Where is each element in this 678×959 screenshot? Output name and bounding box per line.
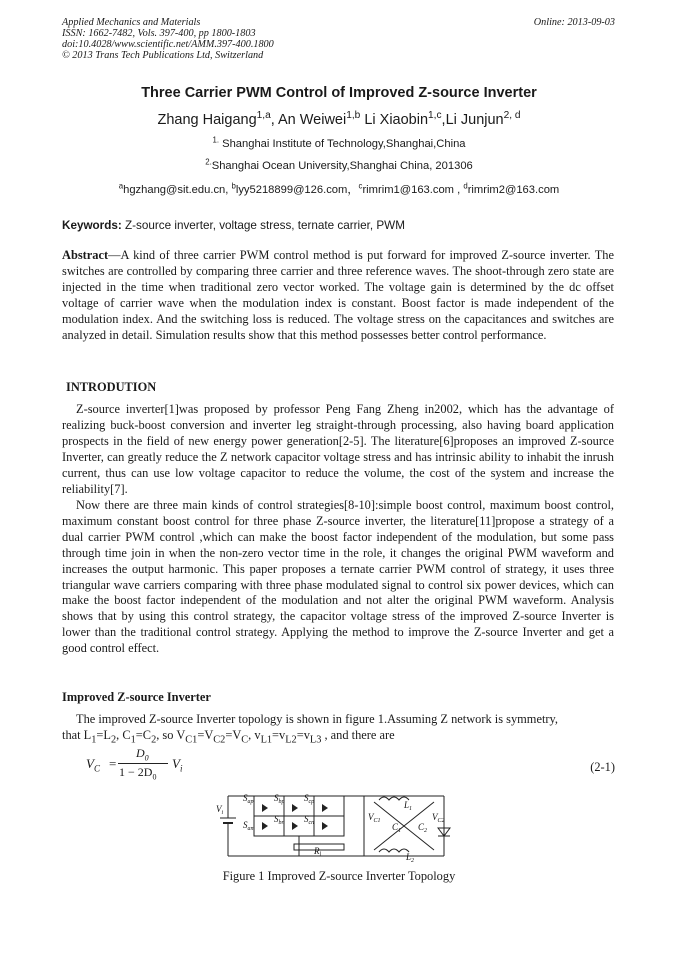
email-b-sup: b: [231, 181, 236, 191]
eq-rhs: [172, 756, 182, 774]
affiliation-2: [0, 157, 678, 172]
online-date: Online: 2013-09-03: [533, 17, 615, 28]
label-vi: $V_i$: [216, 804, 224, 816]
author-2-sup: 1,b: [346, 110, 361, 122]
email-d-sup: d: [463, 181, 468, 191]
label-scn: $S_{cn}$: [304, 814, 315, 826]
sub: C2: [213, 734, 226, 746]
assumption-text: =v: [296, 728, 310, 742]
abstract-label: Abstract: [62, 248, 109, 262]
eq-lhs-sub: C: [93, 763, 100, 774]
abstract: [62, 248, 614, 343]
email-c: rimrim1@163.com ,: [362, 184, 464, 196]
label-sbp: $S_{bp}$: [274, 793, 285, 805]
assumption-text: =v: [272, 728, 286, 742]
label-san: $S_{an}$: [243, 820, 254, 832]
section-heading: Improved Z-source Inverter: [62, 690, 211, 704]
sub: L2: [285, 734, 297, 746]
sub: C1: [185, 734, 198, 746]
eq-rhs-sub: i: [179, 763, 183, 774]
assumption-text: =L: [96, 728, 111, 742]
equation-2-1: [86, 748, 196, 782]
eq-num-sub: 0: [144, 753, 149, 763]
label-vc2: $V_{C2}$: [432, 812, 445, 824]
equation-number: (2-1): [590, 760, 615, 774]
eq-numerator: [136, 746, 149, 762]
label-c1: $C_1$: [392, 822, 402, 834]
affiliation-1-sup: 1.: [212, 135, 219, 145]
assumption-text: that L: [62, 728, 92, 742]
author-1: Zhang Haigang: [157, 112, 257, 128]
author-2: , An Weiwei: [270, 112, 347, 128]
issn-line: ISSN: 1662-7482, Vols. 397-400, pp 1800-1803: [62, 28, 256, 39]
label-vc1: $V_{C1}$: [368, 812, 381, 824]
abstract-text: —A kind of three carrier PWM control method is put forward for improved Z-source inverter. The switches are controlled by comparing three carrier and three reference waves. The shoot-through zero state are injected in the time when traditional zero vector worked. The voltage gain is determined by the dc offset voltage of carrier wave when the modulation index is constant. Boost factor is made independent of the modulation index. And the switching loss is reduced. The voltage stress on the capacitances and switches are analyzed in detail. Simulation results show that this method possesses better control performance.: [62, 248, 614, 342]
sub: 1: [130, 734, 136, 746]
author-1-sup: 1,a: [256, 110, 271, 122]
label-sbn: $S_{bn}$: [274, 814, 285, 826]
affiliation-2-sup: 2.: [205, 157, 212, 167]
author-4-sup: 2, d: [503, 110, 521, 122]
assumption-text: , C: [116, 728, 131, 742]
keywords: [62, 218, 614, 234]
eq-lhs: [86, 756, 100, 774]
intro-heading: INTRODUTION: [66, 380, 157, 394]
email-d: rimrim2@163.com: [467, 184, 560, 196]
journal-header: [62, 17, 274, 61]
sub: 2: [151, 734, 157, 746]
author-4: ,Li Junjun: [441, 112, 504, 128]
assumption-text: , v: [248, 728, 261, 742]
eq-equals: =: [109, 756, 117, 771]
label-scp: $S_{cp}$: [304, 793, 315, 805]
label-l2: $L_2$: [406, 852, 415, 862]
affiliation-1-text: Shanghai Institute of Technology,Shanghai,China: [219, 138, 466, 150]
sub: L1: [260, 734, 273, 746]
eq-den-sub: 0: [152, 772, 157, 782]
eq-rhs-symbol: V: [172, 756, 180, 771]
eq-num-symbol: D: [136, 746, 145, 760]
figure-caption: Figure 1 Improved Z-source Inverter Topology: [222, 869, 456, 883]
sub: L3: [309, 734, 322, 746]
eq-lhs-symbol: V: [86, 756, 94, 771]
author-list: [0, 112, 678, 128]
label-c2: $C_2$: [418, 822, 428, 834]
section-paragraph: The improved Z-source Inverter topology is shown in figure 1.Assuming Z network is symmetry,: [76, 712, 558, 726]
email-a-sup: a: [118, 181, 124, 191]
email-a: hgzhang@sit.edu.cn,: [123, 184, 232, 196]
assumption-text: =C: [135, 728, 152, 742]
inverter-legs: [254, 796, 344, 856]
copyright-line: © 2013 Trans Tech Publications Ltd, Switzerland: [62, 50, 264, 61]
eq-den-text: 1 − 2D: [119, 765, 153, 779]
author-3-sup: 1,c: [428, 110, 442, 122]
intro-paragraph-1: Z-source inverter[1]was proposed by professor Peng Fang Zheng in2002, which has the advantage of realizing buck-boost conversion and inverter leg straight-through processing, also having board application prospects in the field of new energy power generation[2-5]. The literature[6]proposes an improved Z-source Inverter, can greatly reduce the Z network capacitor voltage stress and has intrinsic ability to inhabit the inrush current, thus can use low voltage capacitor to reduce the volume, the cost of the system and increase the reliability[7].: [62, 402, 614, 496]
intro-paragraph-2: Now there are three main kinds of control strategies[8-10]:simple boost control, maximum boost control, maximum constant boost control for three phase Z-source inverter, the literature[11]propose a strategy of a dual carrier PWM control ,which can make the boost factor independent of the modulation, but some pass through time join in when the non-zero vector time in the role, it changes the original PWM waveform and increases the output harmonic. This paper proposes a ternate carrier PWM control of strategy, it uses three triangular wave carriers comparing with three phase modulated signal to control six power devices, which can make the boost factor independent of the modulation and not alter the original PWM waveform. Analysis shows that by using this control strategy, the capacitor voltage stress of the improved Z-source Inverter is lower than the traditional control strategy. Applying the method to improve the Z-source Inverter and get a good control effect.: [62, 498, 614, 656]
sub: 2: [110, 734, 117, 746]
assumption-text: =V: [197, 728, 214, 742]
email-line: [0, 181, 678, 197]
assumption-text: =V: [225, 728, 242, 742]
assumption-text: , so V: [156, 728, 186, 742]
dc-source-vi: [220, 814, 236, 836]
email-b: lyy5218899@126.com，: [235, 184, 359, 196]
sub: C: [241, 734, 249, 746]
email-c-sup: c: [358, 181, 363, 191]
circuit-diagram: [214, 790, 462, 862]
eq-fraction-bar: [118, 763, 168, 764]
assumption-text: , and there are: [321, 728, 395, 742]
label-rl: $R_l$: [314, 846, 322, 858]
sub: 1: [91, 734, 97, 746]
author-3: Li Xiaobin: [360, 112, 429, 128]
affiliation-1: [0, 135, 678, 150]
affiliation-2-text: Shanghai Ocean University,Shanghai China, 201306: [211, 160, 473, 172]
inductor-l2: [379, 849, 409, 852]
keywords-text: Z-source inverter, voltage stress, ternate carrier, PWM: [121, 219, 405, 232]
keywords-label: Keywords:: [62, 219, 122, 232]
label-l1: $L_1$: [404, 800, 413, 812]
paper-title: Three Carrier PWM Control of Improved Z-source Inverter: [141, 85, 537, 101]
journal-name: Applied Mechanics and Materials: [62, 17, 201, 28]
eq-denominator: [119, 765, 156, 781]
label-sap: $S_{ap}$: [243, 793, 254, 805]
doi-line: doi:10.4028/www.scientific.net/AMM.397-400.1800: [62, 39, 274, 50]
